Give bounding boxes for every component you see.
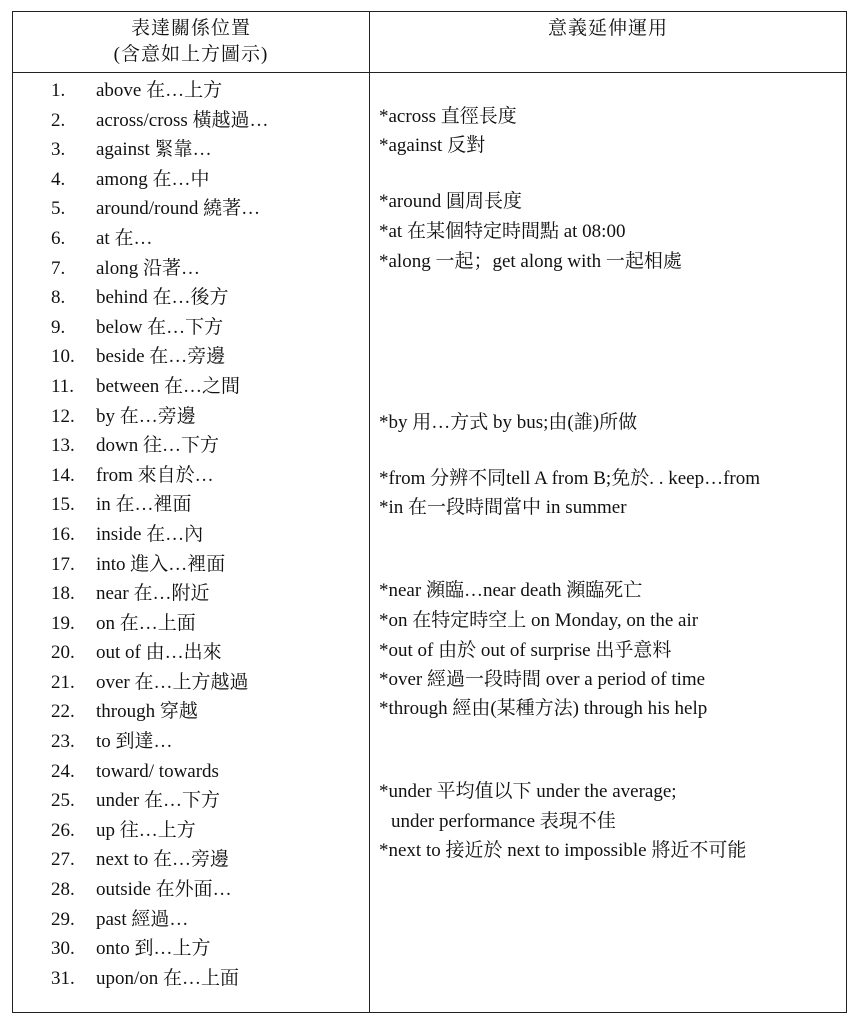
header-left-subtitle: (含意如上方圖示) [113, 44, 269, 65]
list-item: 20. out of 由…出來 [51, 642, 222, 664]
list-item: 4. among 在…中 [51, 168, 210, 190]
list-item: 12. by 在…旁邊 [51, 405, 196, 427]
extension-at: *at 在某個特定時間點 at 08:00 [379, 221, 626, 242]
extension-out-of: *out of 由於 out of surprise 出乎意料 [379, 640, 672, 661]
extension-under-continued: under performance 表現不佳 [391, 811, 616, 832]
list-item: 15. in 在…裡面 [51, 494, 192, 516]
list-item: 6. at 在… [51, 227, 153, 249]
extension-under: *under 平均值以下 under the average; [379, 781, 677, 802]
list-item: 5. around/round 繞著… [51, 198, 261, 220]
list-item: 11. between 在…之間 [51, 375, 241, 397]
list-item: 9. below 在…下方 [51, 316, 224, 338]
extension-in: *in 在一段時間當中 in summer [379, 497, 627, 518]
list-item: 29. past 經過… [51, 908, 189, 930]
extension-over: *over 經過一段時間 over a period of time [379, 669, 706, 690]
list-item: 13. down 往…下方 [51, 435, 219, 457]
column-divider [369, 12, 370, 1012]
list-item: 1. above 在…上方 [51, 80, 223, 101]
list-item: 28. outside 在外面… [51, 879, 232, 901]
list-item: 8. behind 在…後方 [51, 287, 229, 309]
list-item: 25. under 在…下方 [51, 790, 221, 812]
list-item: 2. across/cross 橫越過… [51, 109, 269, 131]
list-item: 26. up 往…上方 [51, 819, 196, 841]
list-item: 19. on 在…上面 [51, 612, 196, 634]
extension-by: *by 用…方式 by bus;由(誰)所做 [379, 412, 638, 433]
extension-on: *on 在特定時空上 on Monday, on the air [379, 610, 699, 631]
extension-along: *along 一起；get along with 一起相處 [379, 251, 682, 272]
extension-near: *near 瀕臨…near death 瀕臨死亡 [379, 580, 643, 601]
extension-around: *around 圓周長度 [379, 191, 523, 212]
extension-through: *through 經由(某種方法) through his help [379, 698, 708, 719]
list-item: 23. to 到達… [51, 731, 173, 753]
list-item: 14. from 來自於… [51, 464, 214, 486]
list-item: 31. upon/on 在…上面 [51, 967, 240, 989]
list-item: 18. near 在…附近 [51, 583, 210, 605]
list-item: 22. through 穿越 [51, 701, 198, 723]
extension-against: *against 反對 [379, 135, 486, 156]
extension-next-to: *next to 接近於 next to impossible 將近不可能 [379, 840, 747, 861]
header-divider [13, 72, 846, 73]
list-item: 7. along 沿著… [51, 257, 200, 279]
list-item: 30. onto 到…上方 [51, 938, 211, 960]
list-item: 21. over 在…上方越過 [51, 671, 249, 693]
list-item: 24. toward/ towards [51, 760, 219, 782]
list-item: 17. into 進入…裡面 [51, 553, 226, 575]
extension-across: *across 直徑長度 [379, 106, 517, 127]
header-left [13, 16, 369, 68]
preposition-list [13, 76, 369, 993]
list-item: 10. beside 在…旁邊 [51, 346, 226, 368]
list-item: 27. next to 在…旁邊 [51, 849, 229, 871]
table [12, 11, 847, 1013]
extension-from: *from 分辨不同tell A from B;免於. . keep…from [379, 468, 761, 489]
header-left-title: 表達關係位置 [130, 18, 251, 39]
list-item: 16. inside 在…內 [51, 523, 204, 545]
list-item: 3. against 緊靠… [51, 139, 212, 161]
header-right: 意義延伸運用 [547, 18, 668, 39]
